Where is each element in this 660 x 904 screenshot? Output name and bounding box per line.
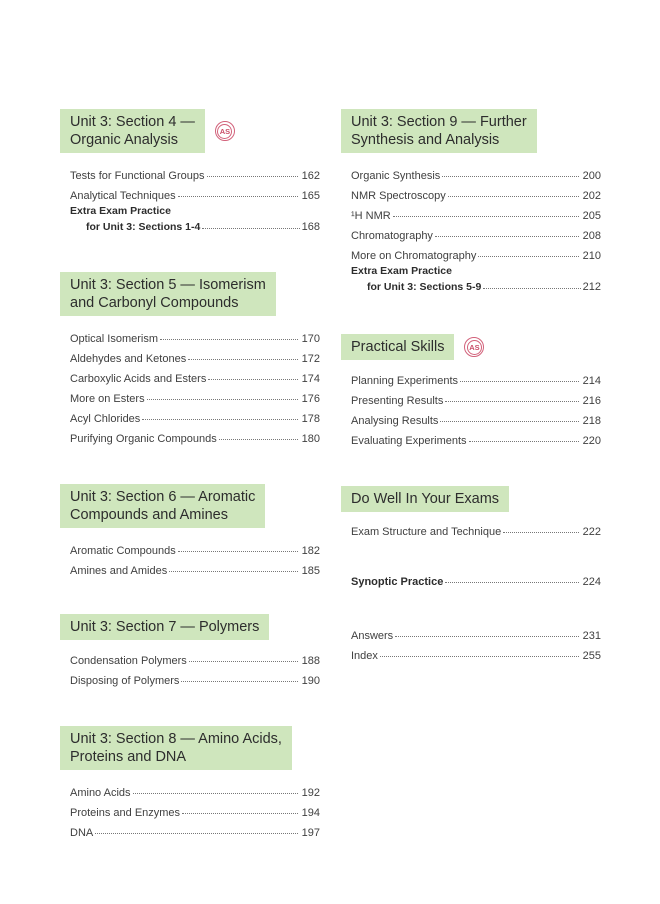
heading-line: Organic Analysis [70,132,178,148]
toc-entry[interactable] [70,365,320,385]
section-heading [60,272,276,316]
entry-title: Analysing Results [351,415,439,427]
toc-entry[interactable] [351,242,601,262]
entry-title: Acyl Chlorides [70,413,141,425]
toc-entries [60,647,320,687]
entry-page: 192 [301,787,320,799]
entry-page: 202 [582,190,601,202]
toc-entry[interactable] [351,367,601,387]
heading-line: Unit 3: Section 7 — Polymers [70,619,260,635]
heading-line: Do Well In Your Exams [351,491,500,507]
entry-title: Aromatic Compounds [70,545,176,557]
entry-page: 220 [582,435,601,447]
entry-title: Index [351,650,378,662]
entry-page: 170 [301,333,320,345]
as-badge-icon: AS [215,121,235,141]
section-heading [60,726,292,770]
toc-entry[interactable] [70,819,320,839]
entry-title: Organic Synthesis [351,170,441,182]
entry-page: 222 [582,526,601,538]
entry-title: More on Chromatography [351,250,477,262]
toc-entry[interactable] [70,325,320,345]
entry-title: Analytical Techniques [70,190,176,202]
entry-page: 255 [582,650,601,662]
entry-page: 218 [582,415,601,427]
entry-page: 214 [582,375,601,387]
heading-line: Synthesis and Analysis [351,132,500,148]
entry-page: 194 [301,807,320,819]
toc-entries [341,367,601,447]
entry-page: 180 [301,433,320,445]
entry-title: Carboxylic Acids and Esters [70,373,207,385]
entry-title: Optical Isomerism [70,333,159,345]
entry-title: DNA [70,827,94,839]
section-heading [60,614,269,640]
entry-title: More on Esters [70,393,145,405]
entry-title: Purifying Organic Compounds [70,433,217,445]
toc-entries [60,325,320,445]
entry-page: 178 [301,413,320,425]
section-heading [341,334,454,360]
toc-entry[interactable] [351,202,601,222]
entry-page: 224 [582,576,601,588]
heading-line: Unit 3: Section 8 — Amino Acids, [70,731,282,747]
entry-title: Amino Acids [70,787,131,799]
entry-title: Tests for Functional Groups [70,170,205,182]
synoptic-practice-entry[interactable] [341,568,601,588]
toc-entries [341,518,601,538]
entry-page: 208 [582,230,601,242]
toc-entries [60,779,320,839]
toc-entries [60,162,320,233]
index-entry[interactable] [351,642,601,662]
heading-line: Unit 3: Section 5 — Isomerism [70,277,266,293]
entry-page: 205 [582,210,601,222]
entry-title: Evaluating Experiments [351,435,467,447]
entry-page: 210 [582,250,601,262]
entry-page: 168 [301,221,320,233]
entry-page: 216 [582,395,601,407]
toc-entry[interactable] [70,647,320,667]
extra-subtitle: for Unit 3: Sections 5-9 [367,281,482,293]
entry-title: Condensation Polymers [70,655,187,667]
entry-title: Aldehydes and Ketones [70,353,187,365]
extra-subtitle: for Unit 3: Sections 1-4 [86,221,201,233]
entry-page: 188 [301,655,320,667]
toc-entry[interactable] [351,427,601,447]
leader-dots [178,196,298,197]
section-heading [60,109,205,153]
section-heading [341,486,509,512]
section-unit3-s4 [60,109,320,233]
toc-entry[interactable] [351,407,601,427]
toc-entry[interactable] [351,182,601,202]
entry-title: Answers [351,630,394,642]
toc-entry[interactable] [351,162,601,182]
toc-entry[interactable] [70,557,320,577]
toc-entry[interactable] [70,799,320,819]
extra-title: Extra Exam Practice [70,205,171,217]
toc-entry[interactable] [70,425,320,445]
extra-title: Extra Exam Practice [351,265,452,277]
heading-line: and Carbonyl Compounds [70,295,239,311]
section-unit3-s8 [60,726,320,839]
toc-entries [341,162,601,293]
entry-title: ¹H NMR [351,210,391,222]
entry-title: Proteins and Enzymes [70,807,181,819]
entry-title: Synoptic Practice [351,576,444,588]
section-unit3-s9 [341,109,601,293]
heading-line: Compounds and Amines [70,507,228,523]
leader-dots [207,176,298,177]
entry-title: NMR Spectroscopy [351,190,446,202]
extra-exam-practice-entry[interactable] [351,264,601,293]
entry-title: Amines and Amides [70,565,168,577]
toc-entry[interactable] [351,222,601,242]
toc-entries [60,537,320,577]
toc-entry[interactable] [351,518,601,538]
toc-entry[interactable] [70,667,320,687]
section-heading [60,484,265,528]
heading-line: Proteins and DNA [70,749,187,765]
toc-entry[interactable] [70,537,320,557]
section-unit3-s5 [60,272,320,445]
toc-entry[interactable] [70,405,320,425]
leader-dots [202,228,299,229]
answers-entry[interactable] [351,622,601,642]
toc-entry[interactable] [70,162,320,182]
entry-page: 182 [301,545,320,557]
entry-page: 200 [582,170,601,182]
answers-index-entries [341,622,601,662]
heading-line: Unit 3: Section 4 — [70,114,195,130]
entry-title: Chromatography [351,230,433,242]
section-do-well-exams [341,486,601,538]
toc-entry[interactable] [351,387,601,407]
section-unit3-s7 [60,614,320,687]
heading-line: Practical Skills [351,339,445,355]
heading-line: Unit 3: Section 6 — Aromatic [70,489,256,505]
section-practical-skills [341,334,601,447]
entry-page: 172 [301,353,320,365]
entry-page: 212 [582,281,601,293]
entry-title: Disposing of Polymers [70,675,180,687]
entry-title: Presenting Results [351,395,444,407]
section-heading-row [60,109,320,153]
entry-page: 176 [301,393,320,405]
section-heading [341,109,537,153]
entry-page: 165 [301,190,320,202]
entry-page: 162 [301,170,320,182]
extra-exam-practice-entry[interactable] [70,204,320,233]
toc-entry[interactable] [70,182,320,202]
entry-page: 231 [582,630,601,642]
entry-title: Planning Experiments [351,375,459,387]
entry-page: 190 [301,675,320,687]
entry-title: Exam Structure and Technique [351,526,502,538]
entry-page: 174 [301,373,320,385]
toc-entry[interactable] [70,345,320,365]
entry-page: 185 [301,565,320,577]
toc-entry[interactable] [70,779,320,799]
heading-line: Unit 3: Section 9 — Further [351,114,527,130]
entry-page: 197 [301,827,320,839]
toc-entry[interactable] [70,385,320,405]
section-unit3-s6 [60,484,320,577]
as-badge-icon: AS [464,337,484,357]
